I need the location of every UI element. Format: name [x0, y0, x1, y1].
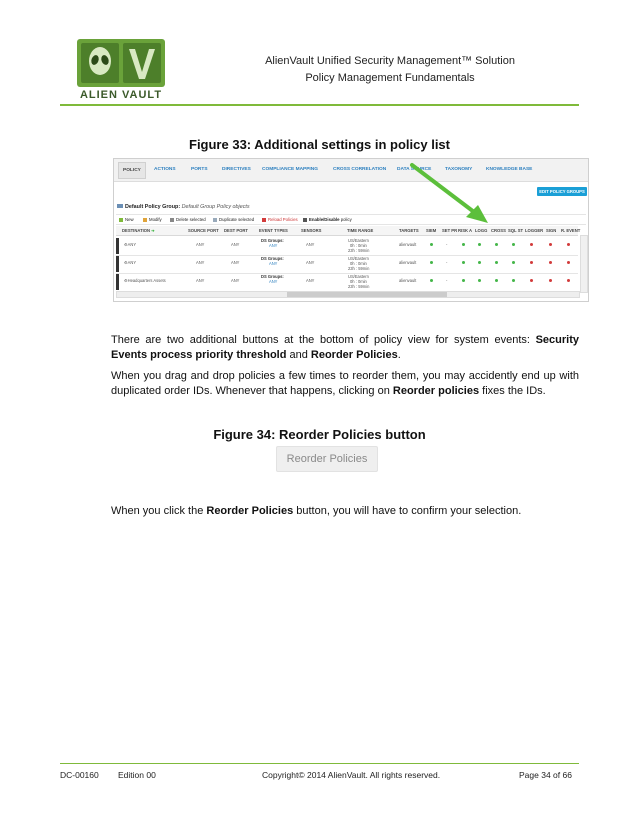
- horizontal-scrollbar[interactable]: [116, 291, 580, 298]
- sensors-cell: ANY: [306, 260, 315, 265]
- reorder-policies-button[interactable]: Reorder Policies: [276, 446, 378, 472]
- col-sql-st[interactable]: SQL ST: [508, 228, 524, 233]
- tab-directives[interactable]: DIRECTIVES: [222, 167, 251, 172]
- sql-status: [512, 243, 515, 246]
- event-types-cell: DS Groups:: [261, 274, 284, 279]
- siem-status: [430, 261, 433, 264]
- col-set-pr[interactable]: SET PR: [442, 228, 458, 233]
- time-zone: US/Eastern: [348, 256, 369, 261]
- figure-34-caption: Figure 34: Reorder Policies button: [213, 427, 426, 442]
- time-start: 0h : 0min: [350, 243, 367, 248]
- logger-status: [530, 261, 533, 264]
- logg-status: [478, 261, 481, 264]
- host-icon: ⚙: [124, 242, 128, 247]
- policy-group-title: Default Policy Group: Default Group Policy objects: [117, 204, 250, 210]
- edit-icon: [143, 218, 147, 222]
- paragraph-confirm: When you click the Reorder Policies button, you will have to confirm your selection.: [111, 505, 522, 517]
- event-types-cell: DS Groups:: [261, 256, 284, 261]
- footer-copyright: Copyright© 2014 AlienVault. All rights reserved.: [262, 770, 441, 780]
- dest-port-cell: ANY: [231, 260, 240, 265]
- tab-taxonomy[interactable]: TAXONOMY: [445, 167, 473, 172]
- reload-policies-button[interactable]: Reload Policies: [262, 217, 298, 222]
- source-port-cell: ANY: [196, 242, 205, 247]
- table-row[interactable]: [116, 273, 578, 292]
- reload-icon: [262, 218, 266, 222]
- header-title: AlienVault Unified Security Management™ Solution: [265, 55, 515, 67]
- dest-port-cell: ANY: [231, 278, 240, 283]
- policy-list-screenshot: [113, 158, 589, 302]
- tab-policy[interactable]: POLICY: [118, 162, 146, 179]
- event-types-value: ANY: [269, 243, 278, 248]
- col-sign[interactable]: SIGN: [546, 228, 557, 233]
- time-zone: US/Eastern: [348, 238, 369, 243]
- modify-button[interactable]: Modify: [143, 217, 162, 222]
- figure-33-caption: Figure 33: Additional settings in policy list: [189, 137, 450, 152]
- footer-page-number: Page 34 of 66: [519, 770, 572, 780]
- toggle-icon: [303, 218, 307, 222]
- risk-status: [462, 261, 465, 264]
- tab-bar: [114, 159, 588, 182]
- tab-data-source[interactable]: DATA SOURCE: [397, 167, 432, 172]
- col-logger[interactable]: LOGGER: [525, 228, 544, 233]
- tab-cross-correlation[interactable]: CROSS CORRELATION: [333, 167, 387, 172]
- paragraph-additional-buttons: There are two additional buttons at the bottom of policy view for system events: Security Events process priority threshold and Reorder Policies.: [111, 334, 579, 361]
- policy-table-header: [116, 226, 581, 236]
- new-button[interactable]: New: [119, 217, 134, 222]
- sign-status: [549, 279, 552, 282]
- table-row[interactable]: [116, 237, 578, 256]
- event-types-value: ANY: [269, 261, 278, 266]
- scroll-thumb[interactable]: [287, 292, 447, 297]
- col-dest-port[interactable]: DEST PORT: [224, 228, 248, 233]
- event-types-cell: DS Groups:: [261, 238, 284, 243]
- edit-policy-groups-button[interactable]: EDIT POLICY GROUPS: [537, 187, 587, 196]
- time-start: 0h : 0min: [350, 261, 367, 266]
- cross-status: [495, 279, 498, 282]
- sensors-cell: ANY: [306, 278, 315, 283]
- network-icon: ⚙: [124, 278, 128, 283]
- event-types-value: ANY: [269, 279, 278, 284]
- col-source-port[interactable]: SOURCE PORT: [188, 228, 219, 233]
- footer-doc-id: DC-00160: [60, 770, 99, 780]
- set-pr-cell: -: [446, 278, 448, 283]
- drag-handle[interactable]: [116, 238, 119, 254]
- logo-text: ALIEN VAULT: [79, 89, 163, 101]
- host-icon: ⚙: [124, 260, 128, 265]
- tab-actions[interactable]: ACTIONS: [154, 167, 176, 172]
- duplicate-selected-button[interactable]: Duplicate selected: [213, 217, 254, 222]
- r-event-status: [567, 243, 570, 246]
- delete-selected-button[interactable]: Delete selected: [170, 217, 206, 222]
- tab-knowledge-base[interactable]: KNOWLEDGE BASE: [486, 167, 533, 172]
- dest-port-cell: ANY: [231, 242, 240, 247]
- targets-cell: alienvault: [399, 242, 417, 247]
- time-zone: US/Eastern: [348, 274, 369, 279]
- destination-cell: ⚙Headquarters Assets: [124, 278, 166, 283]
- arrow-right-icon: ➔: [151, 228, 155, 233]
- col-siem[interactable]: SIEM: [426, 228, 437, 233]
- logg-status: [478, 279, 481, 282]
- sql-status: [512, 279, 515, 282]
- set-pr-cell: -: [446, 260, 448, 265]
- col-logg[interactable]: LOGG: [475, 228, 488, 233]
- time-start: 0h : 0min: [350, 279, 367, 284]
- siem-status: [430, 279, 433, 282]
- policy-toolbar: [116, 214, 586, 225]
- r-event-status: [567, 279, 570, 282]
- duplicate-icon: [213, 218, 217, 222]
- destination-cell: ⚙ANY: [124, 260, 137, 265]
- risk-status: [462, 243, 465, 246]
- col-risk-a[interactable]: RISK A: [458, 228, 473, 233]
- targets-cell: alienvault: [399, 278, 417, 283]
- table-row[interactable]: [116, 255, 578, 274]
- cross-status: [495, 243, 498, 246]
- folder-icon: [117, 204, 123, 208]
- siem-status: [430, 243, 433, 246]
- footer-edition: Edition 00: [118, 770, 156, 780]
- vertical-scrollbar[interactable]: [580, 235, 588, 293]
- drag-handle[interactable]: [116, 274, 119, 290]
- tab-compliance-mapping[interactable]: COMPLIANCE MAPPING: [262, 167, 318, 172]
- sensors-cell: ANY: [306, 242, 315, 247]
- col-destination[interactable]: DESTINATION ➔: [122, 228, 155, 233]
- sign-status: [549, 243, 552, 246]
- footer-divider: [60, 763, 579, 764]
- time-end: 23h : 59min: [348, 266, 370, 271]
- col-cross[interactable]: CROSS: [491, 228, 506, 233]
- time-end: 23h : 59min: [348, 284, 370, 289]
- paragraph-reorder-explanation: When you drag and drop policies a few times to reorder them, you may accidently end up with duplicated order IDs. Whenever that happens, clicking on Reorder policies fixes the IDs.: [111, 370, 579, 397]
- new-icon: [119, 218, 123, 222]
- col-time-range[interactable]: TIME RANGE: [347, 228, 374, 233]
- col-targets[interactable]: TARGETS: [399, 228, 419, 233]
- logger-status: [530, 243, 533, 246]
- sign-status: [549, 261, 552, 264]
- source-port-cell: ANY: [196, 260, 205, 265]
- sql-status: [512, 261, 515, 264]
- enable-disable-button[interactable]: Enable/Disable policy: [303, 217, 352, 222]
- logger-status: [530, 279, 533, 282]
- delete-icon: [170, 218, 174, 222]
- source-port-cell: ANY: [196, 278, 205, 283]
- risk-status: [462, 279, 465, 282]
- time-end: 23h : 59min: [348, 248, 370, 253]
- header-subtitle: Policy Management Fundamentals: [305, 72, 475, 84]
- col-event-types[interactable]: EVENT TYPES: [259, 228, 288, 233]
- header-divider: [60, 104, 579, 106]
- r-event-status: [567, 261, 570, 264]
- targets-cell: alienvault: [399, 260, 417, 265]
- logg-status: [478, 243, 481, 246]
- set-pr-cell: -: [446, 242, 448, 247]
- annotation-arrow: [404, 159, 504, 229]
- destination-cell: ⚙ANY: [124, 242, 137, 247]
- drag-handle[interactable]: [116, 256, 119, 272]
- tab-ports[interactable]: PORTS: [191, 167, 208, 172]
- col-sensors[interactable]: SENSORS: [301, 228, 322, 233]
- col-r-event[interactable]: R. EVENT: [561, 228, 581, 233]
- cross-status: [495, 261, 498, 264]
